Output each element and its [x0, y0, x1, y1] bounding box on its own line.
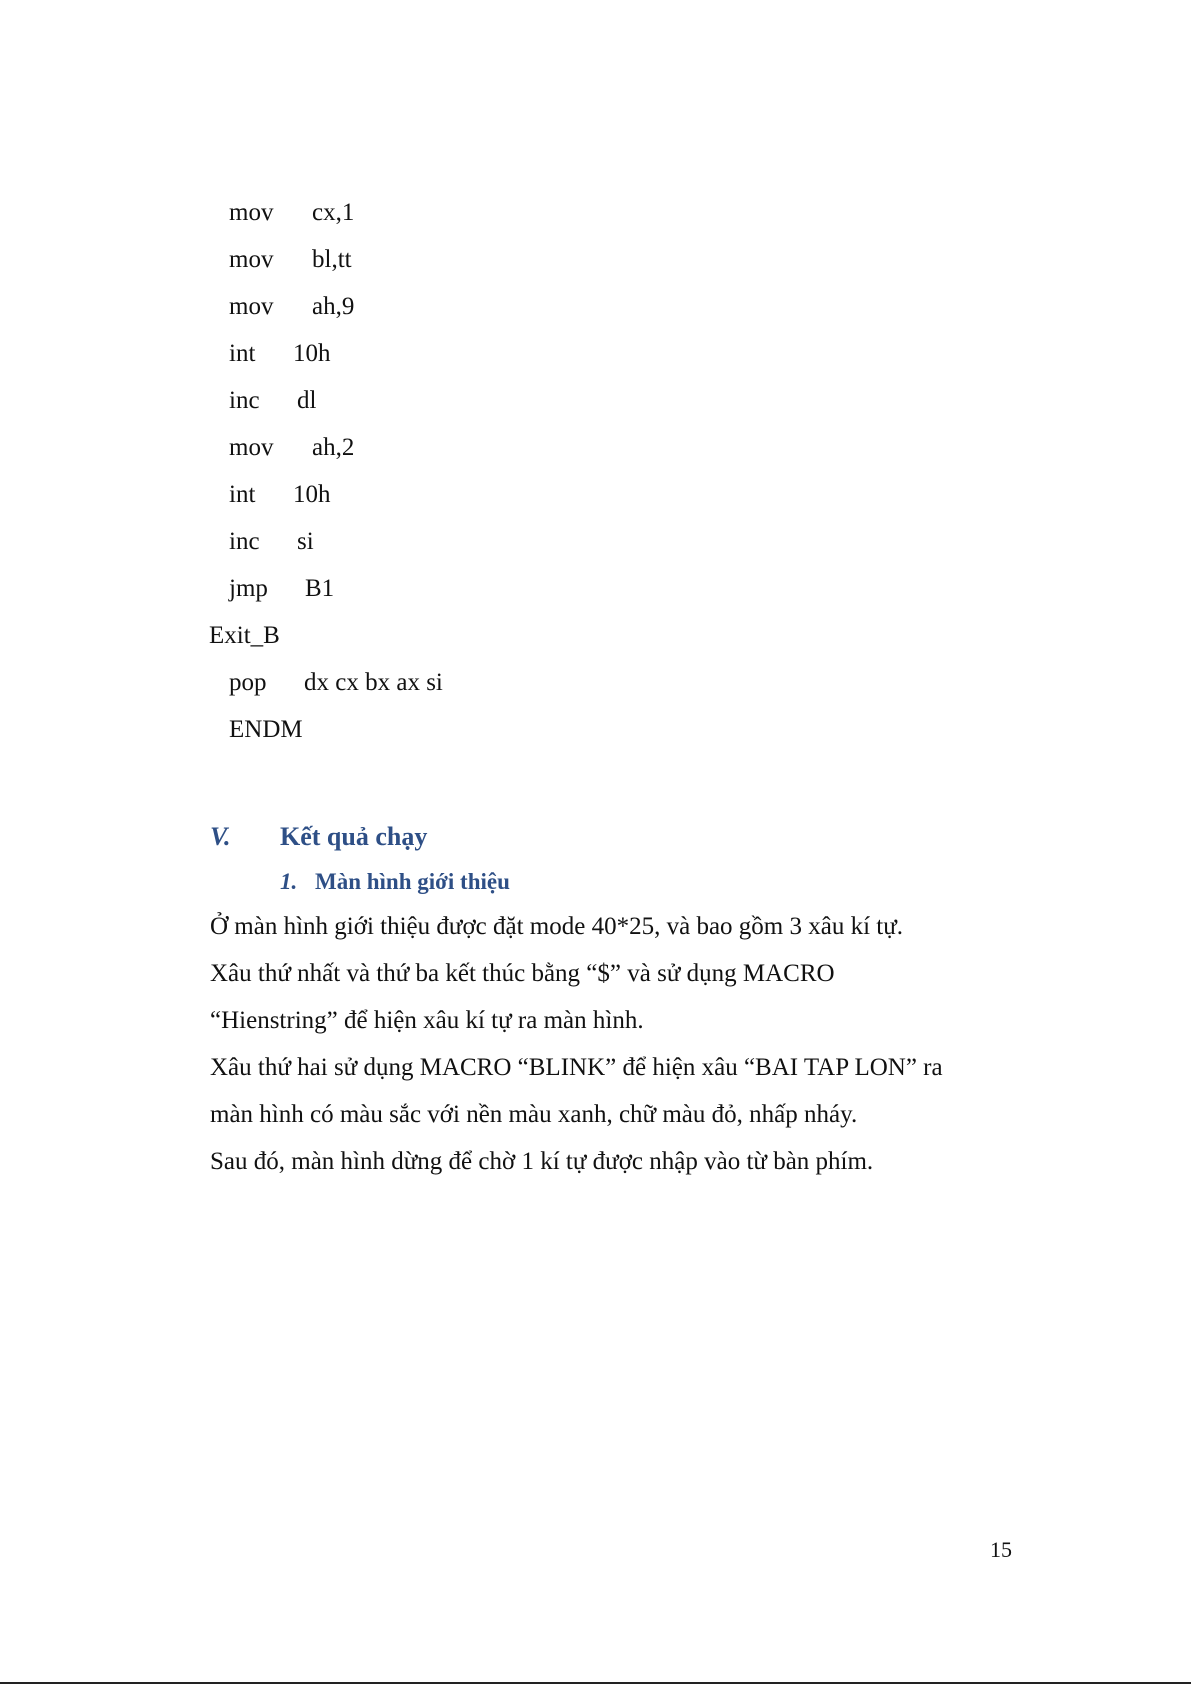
- code-operands: ah,9: [312, 293, 355, 320]
- code-opcode: int: [229, 340, 256, 367]
- code-label: Exit_B: [209, 622, 280, 649]
- code-operands: ah,2: [312, 434, 355, 461]
- code-opcode: mov: [229, 199, 274, 226]
- section-title: Kết quả chạy: [280, 822, 428, 851]
- code-operands: dl: [297, 387, 317, 414]
- code-opcode: mov: [229, 434, 274, 461]
- code-opcode: mov: [229, 293, 274, 320]
- subsection-number: 1.: [280, 869, 298, 894]
- paragraph-line: Xâu thứ hai sử dụng MACRO “BLINK” để hiện xâu “BAI TAP LON” ra: [210, 1054, 943, 1081]
- code-opcode: int: [229, 481, 256, 508]
- paragraph-line: Ở màn hình giới thiệu được đặt mode 40*25, và bao gồm 3 xâu kí tự.: [210, 913, 904, 940]
- paragraph-line: Sau đó, màn hình dừng để chờ 1 kí tự được nhập vào từ bàn phím.: [210, 1148, 874, 1175]
- paragraph-line: màn hình có màu sắc với nền màu xanh, chữ màu đỏ, nhấp nháy.: [210, 1101, 858, 1128]
- subsection-title: Màn hình giới thiệu: [315, 869, 510, 894]
- code-operands: cx,1: [312, 199, 355, 226]
- code-opcode: jmp: [229, 575, 268, 602]
- page-bottom-divider: [0, 1682, 1191, 1684]
- page-number: 15: [990, 1537, 1012, 1562]
- code-opcode: mov: [229, 246, 274, 273]
- section-number: V.: [210, 822, 231, 851]
- code-operands: si: [297, 528, 314, 555]
- paragraph-line: “Hienstring” để hiện xâu kí tự ra màn hình.: [210, 1007, 644, 1034]
- code-operands: B1: [305, 575, 335, 602]
- code-opcode: pop: [229, 669, 267, 696]
- code-operands: 10h: [293, 481, 331, 508]
- code-opcode: inc: [229, 528, 260, 555]
- code-operands: 10h: [293, 340, 331, 367]
- code-operands: bl,tt: [312, 246, 352, 273]
- paragraph-line: Xâu thứ nhất và thứ ba kết thúc bằng “$” và sử dụng MACRO: [210, 960, 835, 987]
- code-directive: ENDM: [229, 716, 303, 743]
- code-opcode: inc: [229, 387, 260, 414]
- code-operands: dx cx bx ax si: [304, 669, 443, 696]
- code-line: [229, 715, 303, 835]
